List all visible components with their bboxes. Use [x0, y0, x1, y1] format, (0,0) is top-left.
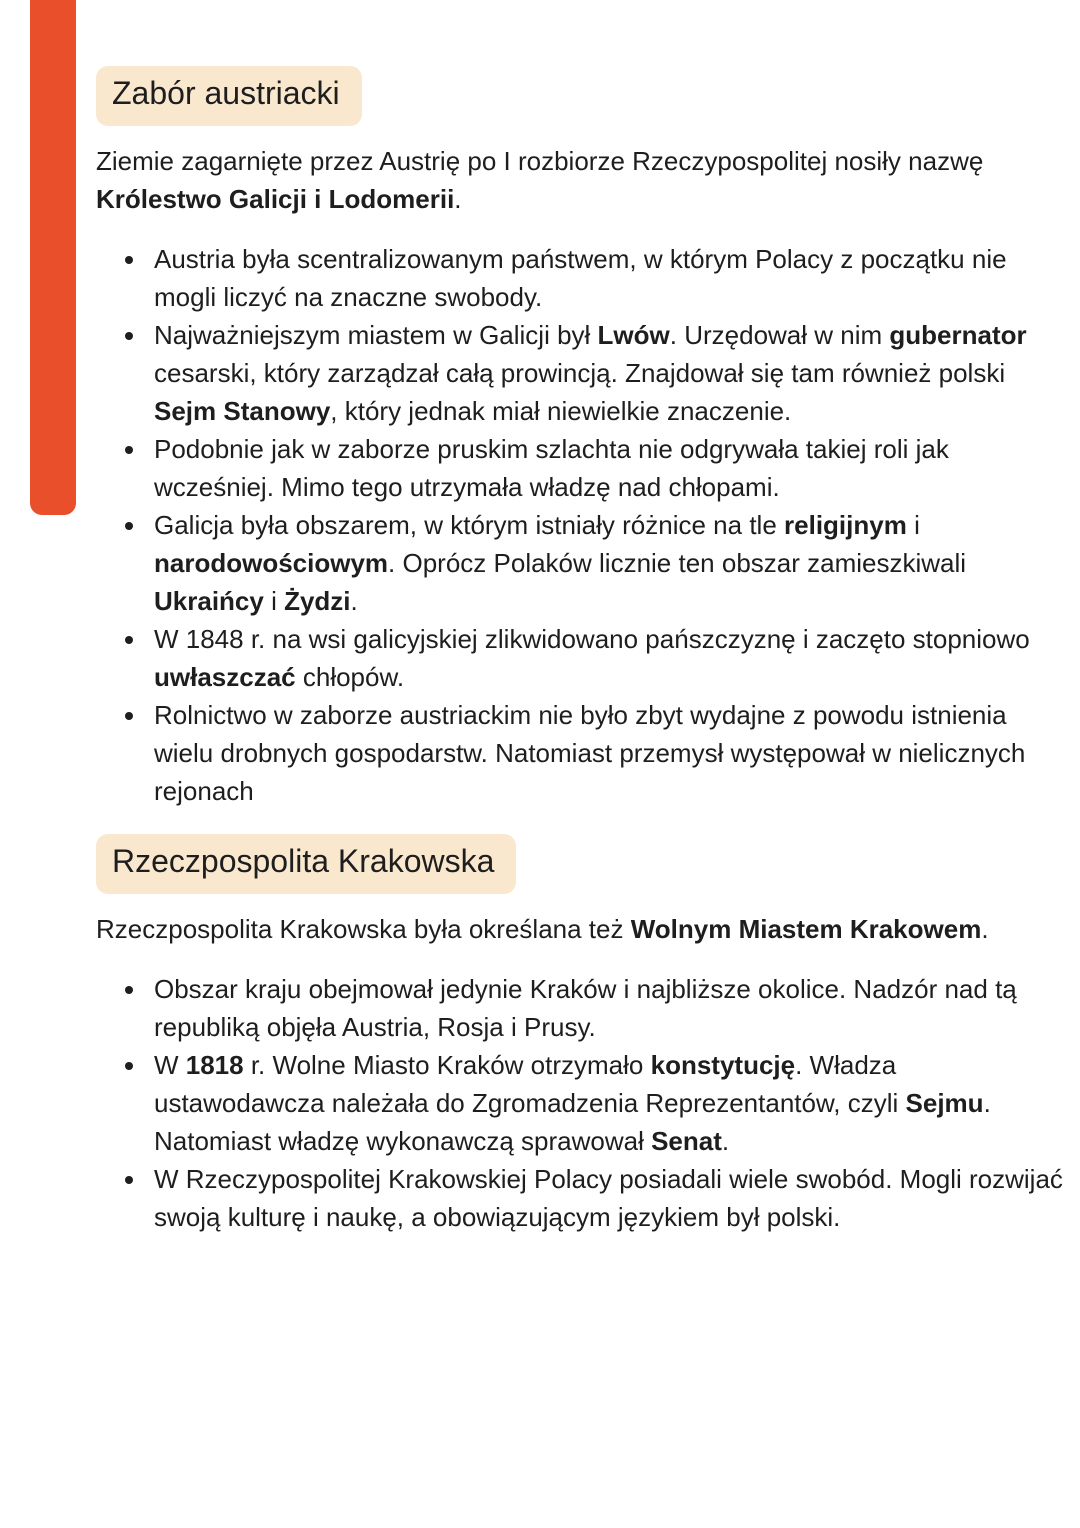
- bullet-item: • W 1848 r. na wsi galicyjskiej zlikwidowano pańszczyznę i zaczęto stopniowo uwłaszczać chłopów.: [148, 620, 1066, 696]
- bullet-item: • Rolnictwo w zaborze austriackim nie było zbyt wydajne z powodu istnienia wielu drobnych gospodarstw. Natomiast przemysł występował w nielicznych rejonach: [148, 696, 1066, 810]
- bullet-list: [96, 970, 1066, 1236]
- section-zabor-austriacki: [96, 66, 1066, 810]
- bullet-list: [96, 240, 1066, 810]
- bullet-item: • W Rzeczypospolitej Krakowskiej Polacy posiadali wiele swobód. Mogli rozwijać swoją kulturę i naukę, a obowiązującym językiem był polski.: [148, 1160, 1066, 1236]
- section-heading-highlight: Zabór austriacki: [96, 66, 362, 126]
- section-heading: [96, 834, 1066, 894]
- section-heading: [96, 66, 1066, 126]
- section-intro: Rzeczpospolita Krakowska była określana też Wolnym Miastem Krakowem.: [96, 913, 989, 944]
- bullet-item: • W 1818 r. Wolne Miasto Kraków otrzymało konstytucję. Władza ustawodawcza należała do Zgromadzenia Reprezentantów, czyli Sejmu. Natomiast władzę wykonawczą sprawował Senat.: [148, 1046, 1066, 1160]
- section-rzeczpospolita-krakowska: [96, 834, 1066, 1236]
- bullet-item: • Podobnie jak w zaborze pruskim szlachta nie odgrywała takiej roli jak wcześniej. Mimo tego utrzymała władzę nad chłopami.: [148, 430, 1066, 506]
- bullet-item: • Galicja była obszarem, w którym istniały różnice na tle religijnym i narodowościowym. Oprócz Polaków licznie ten obszar zamieszkiwali Ukraińcy i Żydzi.: [148, 506, 1066, 620]
- section-intro: Ziemie zagarnięte przez Austrię po I rozbiorze Rzeczypospolitej nosiły nazwę Królestwo Galicji i Lodomerii.: [96, 145, 984, 214]
- bullet-item: • Najważniejszym miastem w Galicji był Lwów. Urzędował w nim gubernator cesarski, który zarządzał całą prowincją. Znajdował się tam również polski Sejm Stanowy, który jednak miał niewielkie znaczenie.: [148, 316, 1066, 430]
- bullet-item: • Austria była scentralizowanym państwem, w którym Polacy z początku nie mogli liczyć na znaczne swobody.: [148, 240, 1066, 316]
- section-heading-highlight: Rzeczpospolita Krakowska: [96, 834, 516, 894]
- bullet-item: • Obszar kraju obejmował jedynie Kraków i najbliższe okolice. Nadzór nad tą republiką objęła Austria, Rosja i Prusy.: [148, 970, 1066, 1046]
